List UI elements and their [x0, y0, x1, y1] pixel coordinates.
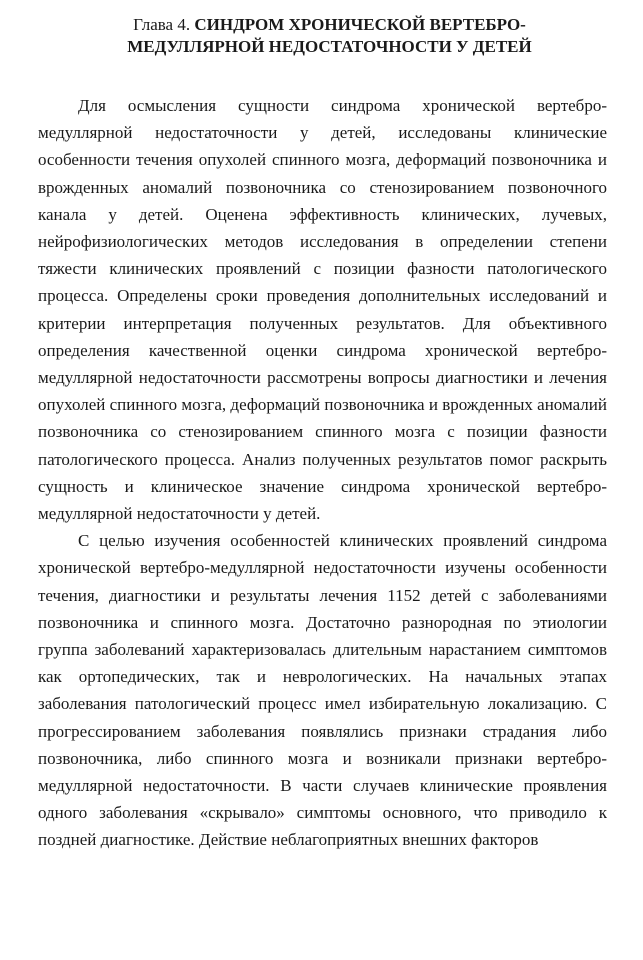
body-paragraph-2: С целью изучения особенностей клинических проявлений синдрома хронической вертебро-медуллярной недостаточности изучены особенности течения, диагностики и результаты лечения 1152 детей с заболеваниями позвоночника и спинного мозга. Достаточно разнородная по этиологии группа заболеваний характеризовалась длительным нарастанием симптомов как ортопедических, так и неврологических. На начальных этапах заболевания патологический процесс имел избирательную локализацию. С прогрессированием заболевания появлялись признаки страдания либо позвоночника, либо спинного мозга и возникали признаки вертебро-медуллярной недостаточности. В части случаев клинические проявления одного заболевания «скрывало» симптомы основного, что приводило к поздней диагностике. Действие неблагоприятных внешних факторов [38, 531, 607, 850]
chapter-heading-line-2: МЕДУЛЛЯРНОЙ НЕДОСТАТОЧНОСТИ У ДЕТЕЙ [127, 37, 532, 56]
chapter-heading-line-1: СИНДРОМ ХРОНИЧЕСКОЙ ВЕРТЕБРО- [194, 15, 526, 34]
chapter-title [38, 14, 607, 58]
chapter-label: Глава 4. [133, 15, 191, 34]
body-paragraph-1: Для осмысления сущности синдрома хронической вертебро-медуллярной недостаточности у детей, исследованы клинические особенности течения опухолей спинного мозга, деформаций позвоночника и врожденных аномалий позвоночника со стенозированием позвоночного канала у детей. Оценена эффективность клинических, лучевых, нейрофизиологических методов исследования в определении степени тяжести клинических проявлений с позиции фазности патологического процесса. Определены сроки проведения дополнительных исследований и критерии интерпретация полученных результатов. Для объективного определения качественной оценки синдрома хронической вертебро-медуллярной недостаточности рассмотрены вопросы диагностики и лечения опухолей спинного мозга, деформаций позвоночника и врожденных аномалий позвоночника со стенозированием спинного мозга с позиции фазности патологического процесса. Анализ полученных результатов помог раскрыть сущность и клиническое значение синдрома хронической вертебро-медуллярной недостаточности у детей. [38, 96, 607, 524]
